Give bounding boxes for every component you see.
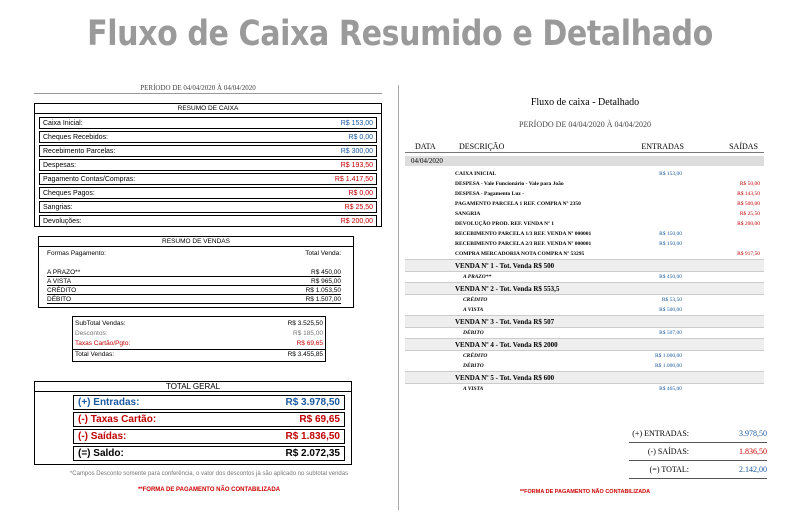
row-value: R$ 200,00 xyxy=(340,217,373,225)
row-inflow: R$ 1.000,00 xyxy=(654,353,682,359)
row-label: (-) Taxas Cartão: xyxy=(78,414,157,425)
date-group-bar: 04/04/2020 xyxy=(405,156,764,166)
transaction-row xyxy=(405,219,764,229)
transaction-row xyxy=(405,189,764,199)
sale-payment-row xyxy=(405,328,764,338)
grand-total-list xyxy=(73,395,345,463)
row-label: A PRAZO** xyxy=(47,269,81,276)
row-value: R$ 3.455,85 xyxy=(287,351,323,358)
subtotal-box xyxy=(72,316,326,362)
cash-summary-title: RESUMO DE CAIXA xyxy=(35,104,381,114)
sales-summary-row xyxy=(47,295,341,304)
row-value: R$ 1.507,00 xyxy=(305,296,341,303)
row-inflow: R$ 500,00 xyxy=(659,307,682,313)
row-inflow: R$ 507,00 xyxy=(659,330,682,336)
row-inflow: R$ 153,00 xyxy=(659,171,682,177)
row-outflow: R$ 143,50 xyxy=(737,191,760,197)
total-row xyxy=(629,425,767,443)
row-value: R$ 1.053,50 xyxy=(305,287,341,294)
cash-summary-row xyxy=(39,215,377,227)
sale-payment-row xyxy=(405,295,764,305)
row-outflow: R$ 200,00 xyxy=(737,221,760,227)
discount-footnote: *Campos Desconto somente para conferência, o valor dos descontos já são aplicado no subtotal vendas xyxy=(69,471,349,477)
cash-summary-row xyxy=(39,159,377,171)
row-inflow: R$ 465,00 xyxy=(659,386,682,392)
total-row xyxy=(629,461,767,479)
header-outflows: SAÍDAS xyxy=(729,142,758,151)
row-inflow: R$ 150,00 xyxy=(659,231,682,237)
sale-header-row xyxy=(405,259,764,272)
header-inflows: ENTRADAS xyxy=(641,142,684,151)
row-value: R$ 193,50 xyxy=(340,161,373,169)
row-description: CAIXA INICIAL xyxy=(455,171,497,177)
row-label: Descontos: xyxy=(75,330,108,337)
sales-summary-list xyxy=(47,268,341,304)
cash-summary-row xyxy=(39,131,377,143)
row-value: R$ 965,00 xyxy=(311,278,341,285)
detailed-rows xyxy=(405,169,764,394)
page-title: Fluxo de Caixa Resumido e Detalhado xyxy=(87,14,713,54)
subtotal-row xyxy=(73,339,325,349)
row-value: R$ 3.978,50 xyxy=(285,397,340,408)
row-value: R$ 153,00 xyxy=(340,119,373,127)
period-label: PERÍODO DE 04/04/2020 À 04/04/2020 xyxy=(140,84,256,92)
cash-summary-list xyxy=(39,117,377,229)
row-value: R$ 25,50 xyxy=(344,203,373,211)
total-label: (-) SAÍDAS: xyxy=(647,447,689,456)
resumed-cashflow-panel xyxy=(28,70,390,505)
row-value: R$ 450,00 xyxy=(311,269,341,276)
row-label: (-) Saídas: xyxy=(78,431,127,442)
row-value: R$ 0,00 xyxy=(348,133,373,141)
subtotal-row xyxy=(73,349,325,359)
row-value: R$ 185,00 xyxy=(293,330,323,337)
subtotal-row xyxy=(73,329,325,339)
row-description: DESPESA - Vale Funcionário - Vale para João xyxy=(455,181,564,187)
sale-payment-row xyxy=(405,361,764,371)
row-label: DÉBITO xyxy=(47,296,72,303)
row-description: DEVOLUÇÃO PROD. REF. VENDA Nº 1 xyxy=(455,221,555,227)
sales-summary-box xyxy=(38,236,354,308)
sales-summary-row xyxy=(47,268,341,277)
row-label: Recebimento Parcelas: xyxy=(43,147,116,155)
row-description: RECEBIMENTO PARCELA 1/3 REF. VENDA Nº 000001 xyxy=(455,231,592,237)
sales-summary-header xyxy=(47,250,341,257)
sale-header-label: VENDA Nº 4 - Tot. Venda R$ 2000 xyxy=(455,341,558,349)
total-value: 3.978,50 xyxy=(739,429,767,438)
detailed-table-header xyxy=(405,141,764,153)
row-outflow: R$ 25,50 xyxy=(739,211,760,217)
detailed-period: PERÍODO DE 04/04/2020 À 04/04/2020 xyxy=(519,120,651,129)
grand-total-title: TOTAL GERAL xyxy=(35,382,351,392)
row-description: CRÉDITO xyxy=(463,297,488,303)
row-label: Pagamento Contas/Compras: xyxy=(43,175,136,183)
row-description: PAGAMENTO PARCELA 1 REF. COMPRA Nº 2350 xyxy=(455,201,581,207)
detailed-footnote: **FORMA DE PAGAMENTO NÃO CONTABILIZADA xyxy=(519,489,651,495)
row-value: R$ 69,65 xyxy=(296,340,323,347)
sale-header-row xyxy=(405,315,764,328)
row-inflow: R$ 53,50 xyxy=(661,297,682,303)
sale-payment-row xyxy=(405,272,764,282)
subtotal-row xyxy=(73,319,325,329)
total-label: (=) TOTAL: xyxy=(649,465,689,474)
row-outflow: R$ 500,00 xyxy=(737,201,760,207)
sale-header-label: VENDA Nº 2 - Tot. Venda R$ 553,5 xyxy=(455,285,560,293)
sale-header-row xyxy=(405,338,764,351)
sale-payment-row xyxy=(405,351,764,361)
grand-total-box xyxy=(34,381,352,465)
header-date: DATA xyxy=(415,142,436,151)
row-description: A VISTA xyxy=(463,386,484,392)
row-description: DÉBITO xyxy=(463,330,484,336)
transaction-row xyxy=(405,209,764,219)
row-description: A PRAZO** xyxy=(463,274,492,280)
detailed-totals xyxy=(629,425,767,479)
total-row xyxy=(629,443,767,461)
row-description: SANGRIA xyxy=(455,211,481,217)
sale-payment-row xyxy=(405,384,764,394)
row-label: Devoluções: xyxy=(43,217,82,225)
transaction-row xyxy=(405,249,764,259)
transaction-row xyxy=(405,239,764,249)
sale-header-row xyxy=(405,282,764,295)
row-inflow: R$ 1.000,00 xyxy=(654,363,682,369)
grand-total-row xyxy=(73,429,345,444)
row-value: R$ 300,00 xyxy=(340,147,373,155)
grand-total-row xyxy=(73,412,345,427)
row-description: RECEBIMENTO PARCELA 2/3 REF. VENDA Nº 000001 xyxy=(455,241,592,247)
total-label: (+) ENTRADAS: xyxy=(632,429,689,438)
sale-total-header: Total Venda: xyxy=(305,250,341,257)
row-label: Cheques Recebidos: xyxy=(43,133,108,141)
divider xyxy=(34,93,382,94)
cash-summary-row xyxy=(39,201,377,213)
sale-header-label: VENDA Nº 3 - Tot. Venda R$ 507 xyxy=(455,318,555,326)
total-value: 2.142,00 xyxy=(739,465,767,474)
row-label: Despesas: xyxy=(43,161,77,169)
row-outflow: R$ 917,50 xyxy=(737,251,760,257)
transaction-row xyxy=(405,179,764,189)
sales-summary-row xyxy=(47,286,341,295)
row-label: (+) Entradas: xyxy=(78,397,140,408)
row-label: SubTotal Vendas: xyxy=(75,320,126,327)
transaction-row xyxy=(405,169,764,179)
row-value: R$ 2.072,35 xyxy=(285,448,340,459)
row-description: DESPESA - Pagamento Luz - xyxy=(455,191,525,197)
sale-header-label: VENDA Nº 1 - Tot. Venda R$ 500 xyxy=(455,262,555,270)
row-label: Total Vendas: xyxy=(75,351,115,358)
cash-summary-row xyxy=(39,187,377,199)
row-label: Caixa Inicial: xyxy=(43,119,83,127)
row-description: A VISTA xyxy=(463,307,484,313)
transaction-row xyxy=(405,199,764,209)
detailed-cashflow-panel xyxy=(398,85,770,510)
sales-summary-row xyxy=(47,277,341,286)
total-value: 1.836,50 xyxy=(739,447,767,456)
sale-header-row xyxy=(405,371,764,384)
detailed-title: Fluxo de caixa - Detalhado xyxy=(530,97,640,108)
row-value: R$ 69,65 xyxy=(299,414,340,425)
cash-summary-row xyxy=(39,145,377,157)
row-label: A VISTA xyxy=(47,278,72,285)
row-value: R$ 3.525,50 xyxy=(287,320,323,327)
row-inflow: R$ 450,00 xyxy=(659,274,682,280)
payment-method-header: Formas Pagamento: xyxy=(47,250,106,257)
cash-summary-row xyxy=(39,117,377,129)
grand-total-row xyxy=(73,395,345,410)
row-description: COMPRA MERCADORIA NOTA COMPRA Nº 53295 xyxy=(455,251,585,257)
row-value: R$ 1.417,50 xyxy=(334,175,373,183)
cash-summary-row xyxy=(39,173,377,185)
transaction-row xyxy=(405,229,764,239)
payment-footnote: **FORMA DE PAGAMENTO NÃO CONTABILIZADA xyxy=(137,487,281,493)
sale-payment-row xyxy=(405,305,764,315)
row-description: CRÉDITO xyxy=(463,353,488,359)
row-label: Cheques Pagos: xyxy=(43,189,95,197)
header-description: DESCRIÇÃO xyxy=(459,142,505,151)
row-outflow: R$ 50,00 xyxy=(739,181,760,187)
row-label: (=) Saldo: xyxy=(78,448,124,459)
sale-header-label: VENDA Nº 5 - Tot. Venda R$ 600 xyxy=(455,374,555,382)
row-description: DÉBITO xyxy=(463,363,484,369)
row-label: CRÉDITO xyxy=(47,287,77,294)
cash-summary-box xyxy=(34,103,382,227)
row-value: R$ 1.836,50 xyxy=(285,431,340,442)
row-label: Sangrias: xyxy=(43,203,73,211)
row-inflow: R$ 150,00 xyxy=(659,241,682,247)
grand-total-row xyxy=(73,446,345,461)
sales-summary-title: RESUMO DE VENDAS xyxy=(39,237,353,247)
row-value: R$ 0,00 xyxy=(348,189,373,197)
row-label: Taxas Cartão/Pgto: xyxy=(75,340,131,347)
